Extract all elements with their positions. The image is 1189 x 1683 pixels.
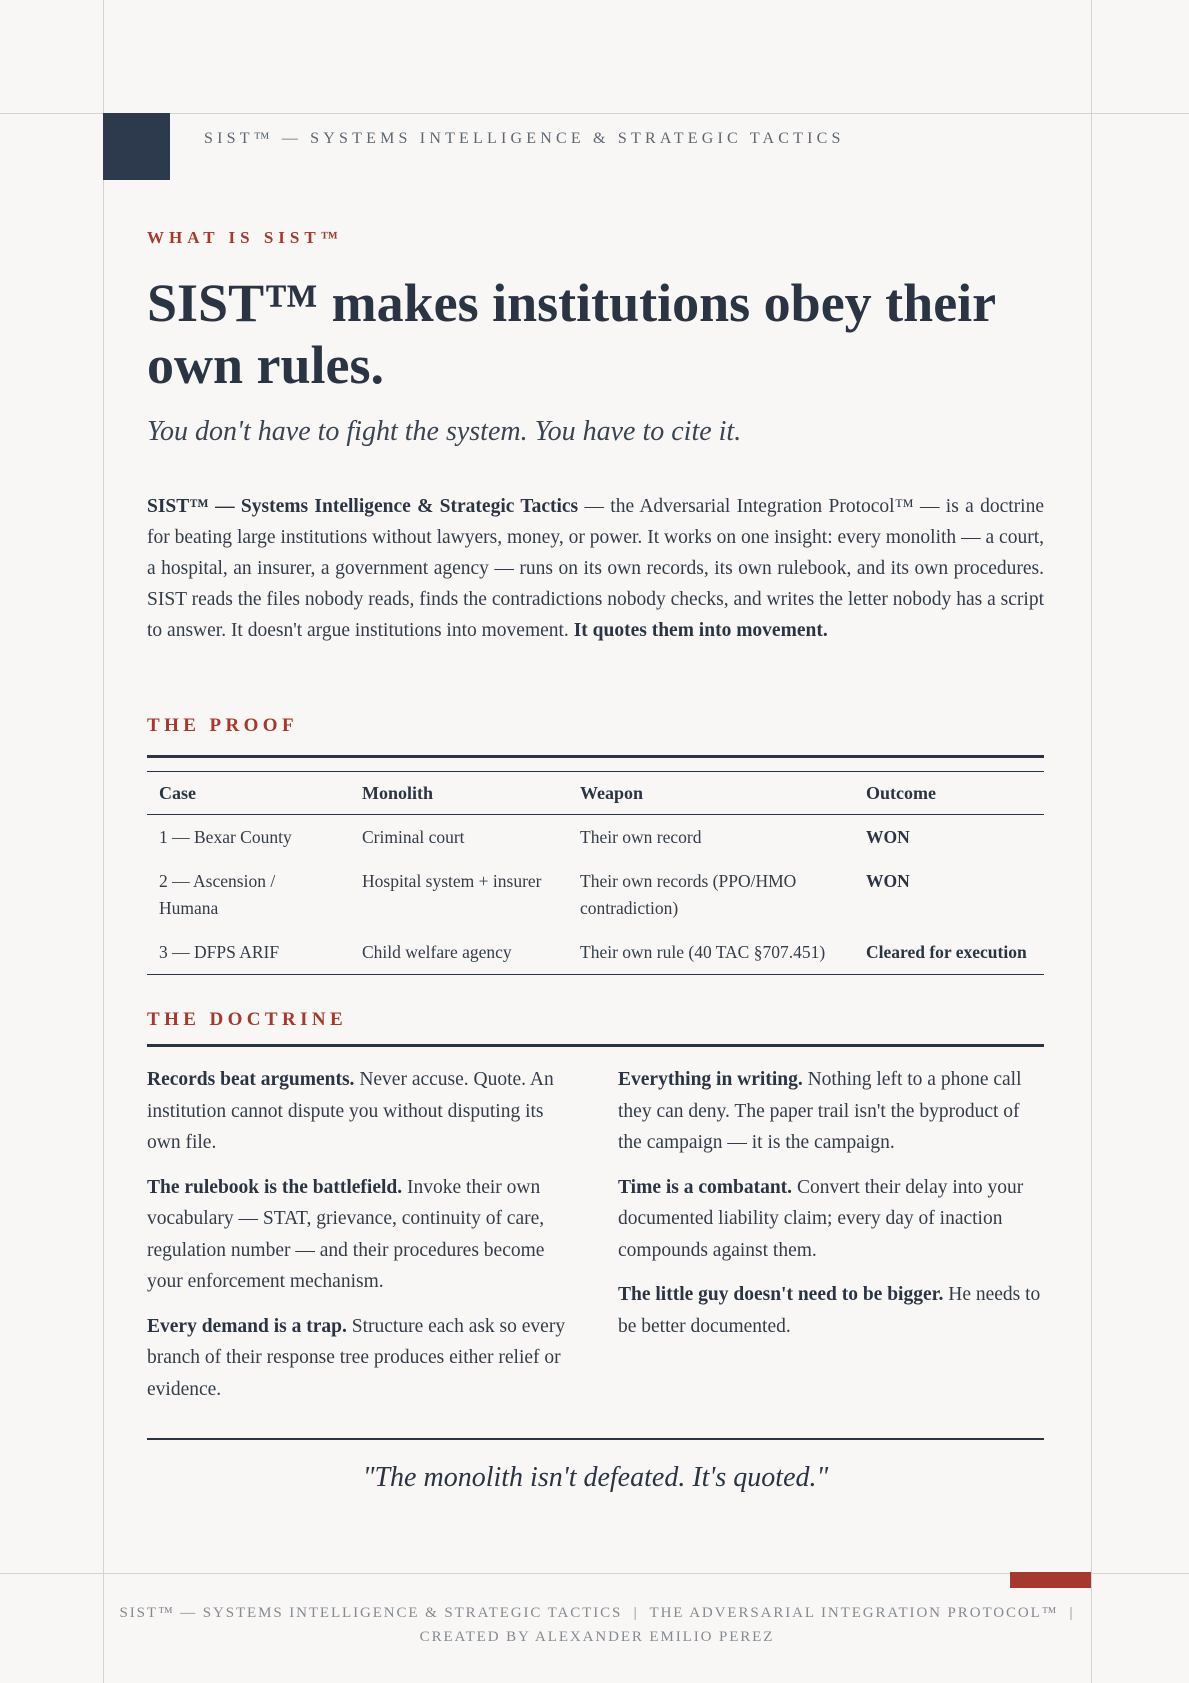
right-margin-line — [1091, 0, 1092, 1683]
principle-title: Time is a combatant. — [618, 1176, 793, 1198]
intro-paragraph — [147, 491, 1044, 646]
cell-case: 1 — Bexar County — [159, 827, 292, 847]
doctrine-principle — [147, 1311, 570, 1406]
principle-text: Invoke their own vocabulary — STAT, grievance, continuity of care, regulation number — and their procedures become your enforcement mechanism. — [147, 1176, 545, 1292]
doctrine-left-column — [147, 1064, 570, 1418]
header-corner-block — [103, 113, 170, 180]
doctrine-right-column — [618, 1064, 1041, 1355]
cell-monolith: Hospital system + insurer — [362, 871, 542, 891]
doctrine-section-rule — [147, 1044, 1044, 1047]
principle-title: Everything in writing. — [618, 1069, 803, 1090]
column-header-outcome: Outcome — [854, 772, 1044, 815]
cell-case: 3 — DFPS ARIF — [147, 930, 350, 975]
cell-monolith: Criminal court — [362, 827, 465, 847]
table-row — [147, 859, 1044, 930]
doctrine-principle — [618, 1172, 1041, 1267]
proof-section-title: THE PROOF — [147, 715, 298, 736]
proof-section-rule — [147, 755, 1044, 758]
table-header-row — [147, 772, 1044, 815]
footer-line-1: SIST™ — SYSTEMS INTELLIGENCE & STRATEGIC TACTICS | THE ADVERSARIAL INTEGRATION PROTOCOL™ | — [119, 1605, 1075, 1621]
proof-table — [147, 771, 1044, 975]
column-header-monolith: Monolith — [350, 772, 568, 815]
left-margin-line — [103, 0, 104, 1683]
principle-text: Never accuse. Quote. An institution cannot dispute you without disputing its own file. — [147, 1069, 554, 1153]
principle-text: Structure each ask so every branch of their response tree produces either relief or evidence. — [147, 1315, 566, 1400]
closing-quote: "The monolith isn't defeated. It's quoted." — [362, 1462, 829, 1493]
cell-case: 2 — Ascension / Humana — [159, 871, 276, 918]
page-subhead: You don't have to fight the system. You have to cite it. — [147, 416, 742, 447]
principle-text: Nothing left to a phone call they can deny. The paper trail isn't the byproduct of the campaign — it is the campaign. — [618, 1069, 1022, 1153]
principle-text: He needs to be better documented. — [618, 1284, 1041, 1337]
doctrine-principle — [147, 1064, 570, 1159]
section-eyebrow: WHAT IS SIST™ — [147, 228, 343, 247]
doctrine-principle — [147, 1172, 570, 1298]
principle-title: The little guy doesn't need to be bigger. — [618, 1284, 944, 1305]
intro-lead-bold: SIST™ — Systems Intelligence & Strategic Tactics — [147, 496, 579, 517]
cell-outcome: Cleared for execution — [854, 930, 1044, 975]
column-header-case: Case — [147, 772, 350, 815]
footer-accent-block — [1010, 1572, 1091, 1588]
quote-divider — [147, 1438, 1044, 1440]
cell-weapon: Their own rule (40 TAC §707.451) — [568, 930, 854, 975]
principle-title: The rulebook is the battlefield. — [147, 1176, 403, 1198]
table-row — [147, 815, 1044, 860]
doctrine-principle — [618, 1064, 1041, 1159]
cell-weapon: Their own records (PPO/HMO contradiction) — [580, 871, 797, 918]
cell-outcome: WON — [866, 827, 910, 847]
page-headline: SIST™ makes institutions obey their own rules. — [147, 273, 996, 395]
principle-text: Convert their delay into your documented liability claim; every day of inaction compounds against them. — [618, 1176, 1024, 1261]
doctrine-principle — [618, 1279, 1041, 1342]
intro-tail-bold: It quotes them into movement. — [573, 620, 828, 641]
top-margin-line — [0, 113, 1189, 114]
column-header-weapon: Weapon — [568, 772, 854, 815]
footer-line-2: CREATED BY ALEXANDER EMILIO PEREZ — [419, 1629, 775, 1645]
table-row — [147, 930, 1044, 975]
page-footer — [103, 1601, 1091, 1649]
intro-body-text: — the Adversarial Integration Protocol™ — is a doctrine for beating large institutions without lawyers, money, or power. It works on one insight: every monolith — a court, a hospital, an insurer, a government agency — runs on its own records, its own rulebook, and its own procedures. SIST reads the files nobody reads, finds the contradictions nobody checks, and writes the letter nobody has a script to answer. It doesn't argue institutions into movement. — [147, 496, 1044, 641]
cell-outcome: WON — [866, 871, 910, 891]
cell-weapon: Their own record — [580, 827, 702, 847]
principle-title: Every demand is a trap. — [147, 1315, 347, 1337]
cell-monolith: Child welfare agency — [350, 930, 568, 975]
principle-title: Records beat arguments. — [147, 1069, 355, 1090]
running-header: SIST™ — SYSTEMS INTELLIGENCE & STRATEGIC TACTICS — [204, 130, 845, 147]
doctrine-section-title: THE DOCTRINE — [147, 1009, 348, 1030]
